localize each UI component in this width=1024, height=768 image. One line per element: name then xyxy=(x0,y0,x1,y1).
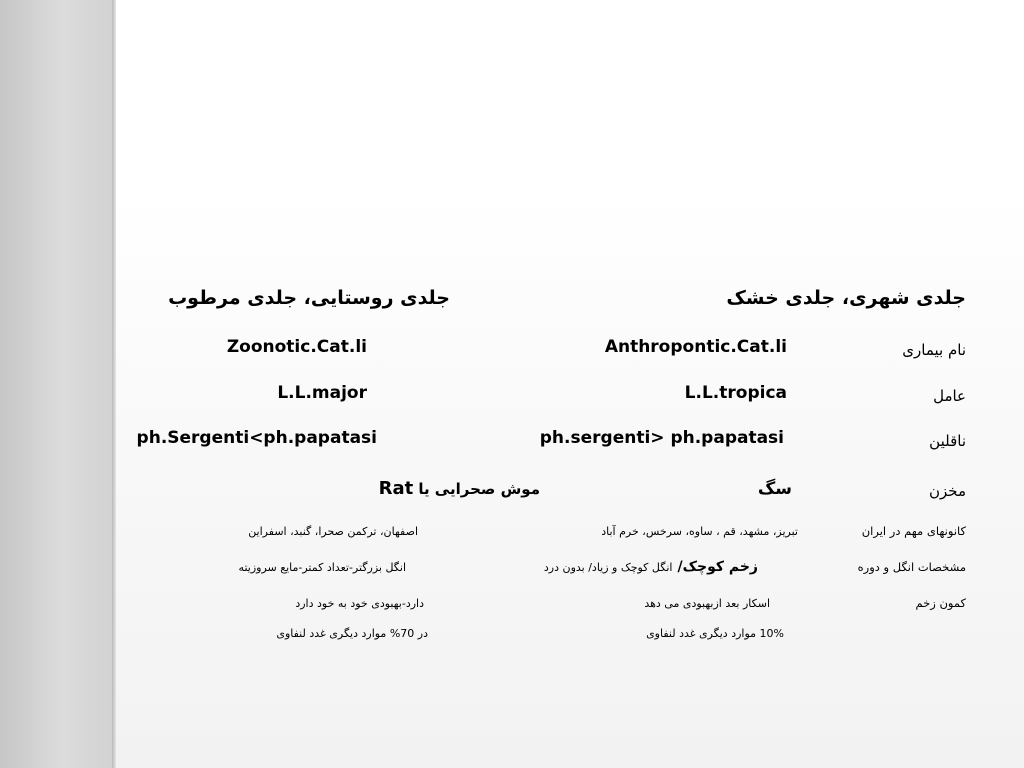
vectors-rural: ph.Sergenti<ph.papatasi xyxy=(136,428,377,448)
label-ulcer-incubation: کمون زخم xyxy=(915,596,966,610)
header-urban-dry: جلدی شهری، جلدی خشک xyxy=(726,287,966,309)
label-reservoir: مخزن xyxy=(928,482,966,500)
header-rural-wet: جلدی روستایی، جلدی مرطوب xyxy=(168,287,450,309)
label-agent: عامل xyxy=(933,387,966,405)
parasite-traits-urban-strong: زخم کوچک/ xyxy=(677,559,758,575)
slide-content-area xyxy=(116,0,1024,768)
disease-name-rural: Zoonotic.Cat.li xyxy=(226,337,367,357)
parasite-traits-rural: انگل بزرگتر-تعداد کمتر-مایع سروزیته xyxy=(238,561,406,574)
ulcer-rural: دارد-بهبودی خود به خود دارد xyxy=(295,597,424,610)
agent-rural: L.L.major xyxy=(277,383,367,403)
agent-urban: L.L.tropica xyxy=(684,383,787,403)
label-important-foci: کانونهای مهم در ایران xyxy=(861,524,966,538)
reservoir-rural-latin: Rat xyxy=(378,478,414,499)
lymph-urban: 10% موارد دیگری غدد لنفاوی xyxy=(646,627,784,640)
lymph-rural: در 70% موارد دیگری غدد لنفاوی xyxy=(276,627,428,640)
label-disease-name: نام بیماری xyxy=(902,341,966,359)
vectors-urban: ph.sergenti> ph.papatasi xyxy=(539,428,784,448)
reservoir-urban: سگ xyxy=(757,479,792,499)
foci-rural: اصفهان، ترکمن صحرا، گنبد، اسفراین xyxy=(248,525,418,538)
side-bar xyxy=(0,0,112,768)
ulcer-urban: اسکار بعد ازبهبودی می دهد xyxy=(644,597,770,610)
parasite-traits-urban-rest: انگل کوچک و زیاد/ بدون درد xyxy=(543,561,673,574)
foci-urban: تبریز، مشهد، قم ، ساوه، سرخس، خرم آباد xyxy=(601,525,798,538)
reservoir-rural-text: موش صحرایی یا xyxy=(418,480,540,498)
reservoir-rural xyxy=(379,480,540,498)
label-vectors: ناقلین xyxy=(929,432,966,450)
disease-name-urban: Anthropontic.Cat.li xyxy=(604,337,787,357)
label-parasite-traits: مشخصات انگل و دوره xyxy=(857,560,966,574)
parasite-traits-urban xyxy=(544,558,758,574)
